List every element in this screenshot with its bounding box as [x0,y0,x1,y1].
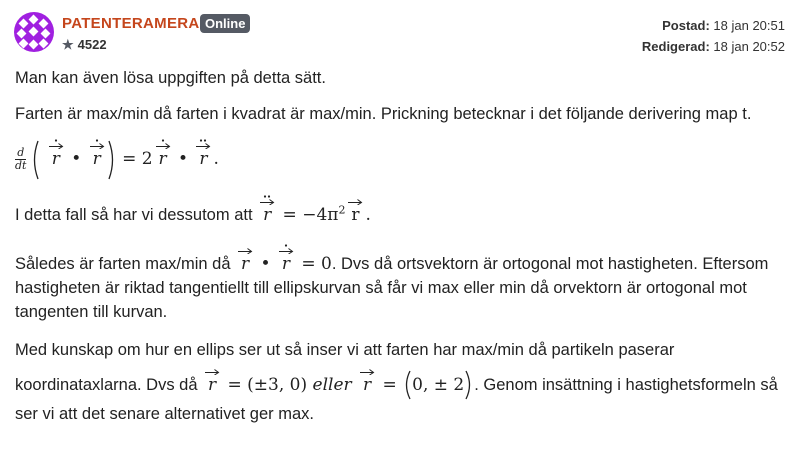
left-paren [30,140,40,180]
paragraph [15,194,790,227]
dot-op: • [260,253,271,274]
post-body [15,66,790,440]
text: . Genom insättning i hastighetsformeln så ser vi att det senare alternativet ger max. [15,375,778,423]
vector-arrow-icon [155,138,171,149]
vec-r-ddot [195,138,211,169]
vector-arrow-icon [48,138,64,149]
r: r [351,204,360,225]
left-paren [402,370,412,400]
or-word: eller [312,374,352,395]
equation-4 [202,375,474,395]
vec-r-ddot [259,194,275,225]
rhs: = 0 [301,253,332,274]
text: I detta fall så har vi dessutom att [15,205,253,224]
equals: = [382,374,397,395]
option-a: = (±3, 0) [227,374,308,395]
dot-op: • [178,149,189,169]
r: r [362,374,372,395]
paragraph [15,243,790,324]
text: Med kunskap om hur en ellips ser ut så inser vi att farten har max/min då partikeln paserar koordinataxlarna. Dvs då [15,340,675,394]
vec-r-dot [155,138,171,169]
derivative-dot [285,244,287,246]
edited-time: 18 jan 20:52 [713,39,785,54]
option-b: 0, ± 2 [412,374,465,395]
r: r [208,374,217,395]
derivative-dot [204,139,206,141]
vector-arrow-icon [195,138,211,149]
vec-r [359,364,375,395]
exponent: 2 [338,202,346,216]
equation-2 [257,202,371,225]
paragraph [15,336,790,429]
vector-arrow-icon [278,243,294,254]
period: . [213,149,219,169]
derivative-dot [161,139,163,141]
text: . Dvs då ortsvektorn är ortogonal mot hastigheten. Eftersom hastigheten är riktad tangentiellt till ellipskurvan så får vi max eller min då orvektorn är ortogonal mot tangenten till kurvan. [15,254,769,321]
r: r [199,149,208,169]
vector-arrow-icon [359,364,375,375]
equals: = 2 [122,149,153,169]
vector-arrow-icon [237,243,253,254]
dot-op: • [71,149,82,169]
paragraph: Man kan även lösa uppgiften på detta sätt. [15,69,326,87]
right-paren [464,370,474,400]
vector-arrow-icon [89,138,105,149]
avatar[interactable] [14,12,54,52]
score-value: 4522 [77,37,107,52]
derivative-dot [268,195,270,197]
vector-arrow-icon [347,194,363,205]
r: r [51,149,60,169]
posted-label: Postad: [662,18,710,33]
paragraph: Farten är max/min då farten i kvadrat är max/min. Prickning betecknar i det följande derivering map t. [15,105,752,123]
derivative-dot [264,195,266,197]
vec-r [347,194,363,225]
vec-r [237,243,253,274]
username[interactable]: PATENTERAMERA [62,15,200,32]
derivative-dot [55,139,57,141]
r: r [241,253,250,274]
derivative-dot [200,139,202,141]
post-meta [642,15,785,57]
equation-3 [235,254,332,274]
period: . [365,204,371,225]
right-paren [107,140,117,180]
edited-label: Redigerad: [641,39,710,54]
r: r [263,204,272,225]
equation-1 [15,138,790,180]
vec-r-dot [48,138,64,169]
r: r [92,149,101,169]
vector-arrow-icon [259,194,275,205]
star-icon: ★ [62,37,74,52]
user-score [62,37,107,53]
vec-r-dot [89,138,105,169]
vector-arrow-icon [204,364,220,375]
text: Således är farten max/min då [15,254,231,273]
frac-den: dt [15,159,27,172]
posted-time: 18 jan 20:51 [713,18,785,33]
vec-r-dot [278,243,294,274]
online-badge: Online [200,14,250,33]
vec-r [204,364,220,395]
rhs: = −4π [282,204,339,225]
derivative [15,147,26,172]
r: r [158,149,167,169]
derivative-dot [96,139,98,141]
frac-num: d [15,147,26,160]
r: r [281,253,291,274]
